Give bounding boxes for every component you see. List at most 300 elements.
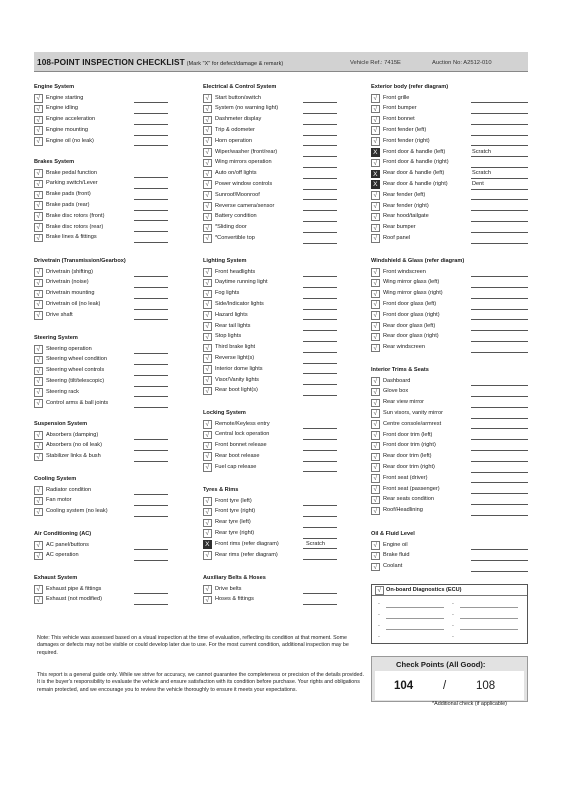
item-label: Auto on/off lights <box>215 170 257 177</box>
checklist-row <box>34 496 168 507</box>
remark-text: Dent <box>472 180 484 187</box>
obd-box <box>371 584 528 644</box>
checklist-row <box>34 168 168 179</box>
remark-line <box>303 243 337 244</box>
item-label: Power window controls <box>215 180 273 187</box>
item-label: Third brake light <box>215 344 256 351</box>
checklist-row <box>371 462 528 473</box>
item-label: *Sliding door <box>215 224 247 231</box>
status-checkbox[interactable]: √ <box>203 148 212 157</box>
section-title-drivetrain-transmission-gearbox: Drivetrain (Transmission/Gearbox) <box>34 258 126 264</box>
status-checkbox[interactable]: √ <box>203 105 212 114</box>
status-checkbox[interactable]: √ <box>203 596 212 605</box>
checklist-row <box>203 147 337 158</box>
checklist-row <box>34 233 168 244</box>
checklist-row <box>203 353 337 364</box>
status-checkbox[interactable]: √ <box>203 180 212 189</box>
item-label: Front seat (passenger) <box>383 485 440 492</box>
status-checkbox[interactable]: √ <box>34 552 43 561</box>
status-checkbox[interactable]: √ <box>371 442 380 451</box>
checklist-row <box>371 441 528 452</box>
checklist-row <box>203 179 337 190</box>
status-checkbox[interactable]: √ <box>371 94 380 103</box>
checklist-row <box>203 528 337 539</box>
checklist-row <box>371 408 528 419</box>
item-label: Exhaust (not modified) <box>46 596 102 603</box>
item-label: Drivetrain (shifting) <box>46 268 93 275</box>
status-checkbox[interactable]: √ <box>203 234 212 243</box>
status-checkbox[interactable]: √ <box>203 311 212 320</box>
status-checkbox[interactable]: √ <box>371 541 380 550</box>
status-checkbox[interactable]: √ <box>34 212 43 221</box>
checklist-row <box>371 201 528 212</box>
status-checkbox[interactable]: √ <box>371 126 380 135</box>
status-checkbox[interactable]: √ <box>203 452 212 461</box>
item-label: Dashmeter display <box>215 116 262 123</box>
status-checkbox[interactable]: √ <box>34 279 43 288</box>
checklist-row <box>371 343 528 354</box>
checklist-row <box>34 289 168 300</box>
checklist-row <box>203 518 337 529</box>
status-checkbox[interactable]: √ <box>203 508 212 517</box>
obd-entry-dash: - <box>452 623 454 629</box>
remark-line <box>471 515 528 516</box>
section-title-locking-system: Locking System <box>203 410 246 416</box>
status-checkbox[interactable]: √ <box>34 508 43 517</box>
status-checkbox[interactable]: √ <box>203 497 212 506</box>
status-checkbox[interactable]: √ <box>34 377 43 386</box>
status-checkbox[interactable]: √ <box>34 596 43 605</box>
item-label: Front seat (driver) <box>383 474 428 481</box>
item-label: Rear tail lights <box>215 322 251 329</box>
status-checkbox[interactable]: √ <box>203 365 212 374</box>
item-label: Steering (tilt/telescopic) <box>46 377 105 384</box>
item-label: Rear door & handle (left) <box>383 170 445 177</box>
obd-line <box>386 618 444 619</box>
status-checkbox[interactable]: √ <box>203 442 212 451</box>
section-title-electrical-control-system: Electrical & Control System <box>203 84 277 90</box>
checklist-row <box>34 190 168 201</box>
checklist-row <box>203 386 337 397</box>
remark-line <box>471 352 528 353</box>
status-checkbox[interactable]: √ <box>34 234 43 243</box>
checklist-row <box>371 267 528 278</box>
status-checkbox[interactable]: √ <box>34 126 43 135</box>
remark-line <box>134 516 168 517</box>
section-title-steering-system: Steering System <box>34 335 78 341</box>
remark-line <box>471 571 528 572</box>
status-checkbox[interactable]: √ <box>34 137 43 146</box>
item-label: Rear door glass (right) <box>383 333 439 340</box>
status-checkbox[interactable]: √ <box>371 496 380 505</box>
checklist-row <box>203 158 337 169</box>
checklist-row <box>34 355 168 366</box>
item-label: Wing mirror glass (right) <box>383 290 443 297</box>
status-checkbox[interactable]: √ <box>371 463 380 472</box>
checklist-row <box>371 147 528 158</box>
checklist-row <box>371 212 528 223</box>
section-title-interior-trims-seats: Interior Trims & Seats <box>371 367 429 373</box>
item-label: Front door trim (right) <box>383 442 436 449</box>
status-checkbox[interactable]: √ <box>203 420 212 429</box>
status-checkbox[interactable]: √ <box>371 234 380 243</box>
status-checkbox[interactable]: √ <box>371 344 380 353</box>
checklist-row <box>371 332 528 343</box>
status-checkbox[interactable]: √ <box>34 268 43 277</box>
obd-entry-dash: - <box>378 601 380 607</box>
status-checkbox[interactable]: X <box>371 170 380 179</box>
item-label: Roof/Headlining <box>383 507 423 514</box>
status-checkbox[interactable]: √ <box>203 354 212 363</box>
checklist-row <box>203 299 337 310</box>
status-checkbox[interactable]: √ <box>371 268 380 277</box>
status-checkbox[interactable]: √ <box>371 300 380 309</box>
status-checkbox[interactable]: √ <box>34 105 43 114</box>
remark-line <box>134 560 168 561</box>
checklist-row <box>203 169 337 180</box>
status-checkbox[interactable]: √ <box>371 224 380 233</box>
status-checkbox[interactable]: √ <box>34 453 43 462</box>
status-checkbox[interactable]: √ <box>371 474 380 483</box>
status-checkbox[interactable]: √ <box>371 431 380 440</box>
status-checkbox[interactable]: √ <box>34 300 43 309</box>
page-title: 108-POINT INSPECTION CHECKLIST (Mark "X" for defect/damage & remark) <box>37 57 284 67</box>
item-label: Hazard lights <box>215 311 248 318</box>
item-label: Battery condition <box>215 213 257 220</box>
checklist-row <box>371 299 528 310</box>
item-label: Horn operation <box>215 137 253 144</box>
status-checkbox[interactable]: √ <box>34 311 43 320</box>
checklist-row <box>203 104 337 115</box>
checklist-row <box>203 201 337 212</box>
item-label: Rear tyre (right) <box>215 529 255 536</box>
status-checkbox[interactable]: √ <box>34 388 43 397</box>
checklist-row <box>203 93 337 104</box>
status-checkbox[interactable]: √ <box>34 486 43 495</box>
checklist-row <box>371 179 528 190</box>
status-checkbox[interactable]: √ <box>34 399 43 408</box>
item-label: Front door trim (left) <box>383 431 433 438</box>
checklist-row <box>371 376 528 387</box>
item-label: Rear boot release <box>215 452 260 459</box>
status-checkbox[interactable]: √ <box>203 344 212 353</box>
item-label: Front windscreen <box>383 268 426 275</box>
status-checkbox[interactable]: √ <box>34 431 43 440</box>
item-label: Front fender (right) <box>383 137 430 144</box>
item-label: Stop lights <box>215 333 242 340</box>
status-checkbox[interactable]: √ <box>34 94 43 103</box>
status-checkbox[interactable]: √ <box>371 137 380 146</box>
status-checkbox[interactable]: X <box>203 540 212 549</box>
item-label: Rear door glass (left) <box>383 322 436 329</box>
status-checkbox[interactable]: √ <box>203 333 212 342</box>
item-label: Wing mirror glass (left) <box>383 279 440 286</box>
status-checkbox[interactable]: X <box>371 180 380 189</box>
obd-entry-dash: - <box>378 634 380 640</box>
item-label: Visor/Vanity lights <box>215 376 259 383</box>
status-checkbox[interactable]: √ <box>203 585 212 594</box>
checklist-row <box>34 222 168 233</box>
checklist-row <box>34 125 168 136</box>
checklist-row <box>203 451 337 462</box>
checklist-row <box>371 93 528 104</box>
status-checkbox[interactable]: √ <box>34 442 43 451</box>
checklist-row <box>203 212 337 223</box>
status-checkbox[interactable]: √ <box>371 213 380 222</box>
remark-line <box>134 407 168 408</box>
item-label: Dashboard <box>383 377 411 384</box>
checklist-row <box>203 441 337 452</box>
item-label: Brake disc rotors (front) <box>46 212 105 219</box>
item-label: Front fender (left) <box>383 126 427 133</box>
section-title-oil-fluid-level: Oil & Fluid Level <box>371 531 415 537</box>
remark-line <box>303 559 337 560</box>
item-label: Engine oil <box>383 541 408 548</box>
item-label: Daytime running light <box>215 279 268 286</box>
status-checkbox[interactable]: √ <box>371 311 380 320</box>
status-checkbox[interactable]: √ <box>371 333 380 342</box>
status-checkbox[interactable]: √ <box>203 224 212 233</box>
status-checkbox[interactable]: √ <box>371 409 380 418</box>
checklist-row <box>371 419 528 430</box>
status-checkbox[interactable]: √ <box>371 290 380 299</box>
section-title-exterior-body-refer-diagram: Exterior body (refer diagram) <box>371 84 449 90</box>
checklist-row <box>203 550 337 561</box>
item-label: Rear door trim (left) <box>383 453 432 460</box>
check-points-good: 104 <box>394 680 414 692</box>
checklist-row <box>34 299 168 310</box>
item-label: Wiper/washer (front/rear) <box>215 148 278 155</box>
checklist-row <box>203 343 337 354</box>
status-checkbox[interactable]: √ <box>203 290 212 299</box>
checklist-row <box>371 398 528 409</box>
obd-entry-dash: - <box>452 612 454 618</box>
item-label: Sun visors, vanity mirror <box>383 409 443 416</box>
item-label: Rear boot light(s) <box>215 387 258 394</box>
checklist-row <box>34 104 168 115</box>
obd-line <box>386 607 444 608</box>
checklist-row <box>371 289 528 300</box>
status-checkbox[interactable]: √ <box>203 170 212 179</box>
item-label: Hoses & fittings <box>215 596 254 603</box>
item-label: Absorbers (no oil leak) <box>46 442 102 449</box>
section-title-engine-system: Engine System <box>34 84 75 90</box>
checklist-row <box>203 364 337 375</box>
remark-line <box>134 461 168 462</box>
status-checkbox[interactable]: √ <box>203 116 212 125</box>
item-label: Absorbers (damping) <box>46 431 99 438</box>
auction-number: Auction No: A2512-010 <box>432 60 492 66</box>
status-checkbox[interactable]: √ <box>371 159 380 168</box>
status-checkbox[interactable]: √ <box>203 191 212 200</box>
obd-line <box>386 629 444 630</box>
checklist-row <box>34 93 168 104</box>
status-checkbox[interactable]: √ <box>34 345 43 354</box>
item-label: Rear windscreen <box>383 344 425 351</box>
item-label: Drivetrain (noise) <box>46 279 89 286</box>
status-checkbox[interactable]: √ <box>203 463 212 472</box>
checklist-row <box>203 462 337 473</box>
status-checkbox[interactable]: √ <box>203 279 212 288</box>
checklist-row <box>371 169 528 180</box>
item-label: Side/Indicator lights <box>215 300 264 307</box>
obd-checkbox[interactable]: √ <box>375 586 384 595</box>
status-checkbox[interactable]: √ <box>34 169 43 178</box>
status-checkbox[interactable]: √ <box>371 279 380 288</box>
item-label: Engine mounting <box>46 126 88 133</box>
checklist-row <box>203 321 337 332</box>
item-label: Rear view mirror <box>383 399 425 406</box>
checklist-row <box>371 321 528 332</box>
item-label: AC panel/buttons <box>46 541 89 548</box>
section-title-brakes-system: Brakes System <box>34 159 75 165</box>
item-label: Brake pads (front) <box>46 191 91 198</box>
vehicle-ref: Vehicle Ref.: 7415E <box>350 60 401 66</box>
status-checkbox[interactable]: √ <box>34 223 43 232</box>
checklist-row <box>371 387 528 398</box>
status-checkbox[interactable]: √ <box>371 453 380 462</box>
checklist-row <box>34 344 168 355</box>
checklist-row <box>34 278 168 289</box>
item-label: Remote/Keyless entry <box>215 420 270 427</box>
section-title-exhaust-system: Exhaust System <box>34 575 78 581</box>
obd-entry-dash: - <box>452 601 454 607</box>
status-checkbox[interactable]: √ <box>371 105 380 114</box>
status-checkbox[interactable]: √ <box>371 202 380 211</box>
checklist-row <box>203 507 337 518</box>
status-checkbox[interactable]: √ <box>203 137 212 146</box>
status-checkbox[interactable]: √ <box>34 201 43 210</box>
item-label: Rear hood/tailgate <box>383 213 429 220</box>
status-checkbox[interactable]: √ <box>371 420 380 429</box>
checklist-row <box>203 136 337 147</box>
status-checkbox[interactable]: √ <box>203 431 212 440</box>
status-checkbox[interactable]: √ <box>371 388 380 397</box>
additional-check-note: *Additional check (if applicable) <box>432 701 507 707</box>
status-checkbox[interactable]: √ <box>203 94 212 103</box>
status-checkbox[interactable]: √ <box>34 585 43 594</box>
status-checkbox[interactable]: √ <box>203 551 212 560</box>
status-checkbox[interactable]: √ <box>203 159 212 168</box>
checklist-row <box>34 551 168 562</box>
item-label: Rear tyre (left) <box>215 519 251 526</box>
status-checkbox[interactable]: √ <box>34 191 43 200</box>
item-label: Centre console/armrest <box>383 420 442 427</box>
status-checkbox[interactable]: √ <box>371 191 380 200</box>
status-checkbox[interactable]: √ <box>203 300 212 309</box>
status-checkbox[interactable]: √ <box>203 519 212 528</box>
status-checkbox[interactable]: √ <box>34 367 43 376</box>
item-label: Start button/switch <box>215 94 262 101</box>
checklist-row <box>203 595 337 606</box>
status-checkbox[interactable]: √ <box>203 126 212 135</box>
status-checkbox[interactable]: √ <box>203 529 212 538</box>
item-label: Front bumper <box>383 105 417 112</box>
item-label: AC operation <box>46 552 79 559</box>
checklist-row <box>371 473 528 484</box>
status-checkbox[interactable]: √ <box>34 356 43 365</box>
item-label: Rear bumper <box>383 224 416 231</box>
status-checkbox[interactable]: √ <box>371 507 380 516</box>
status-checkbox[interactable]: X <box>371 148 380 157</box>
item-label: Front door glass (right) <box>383 311 440 318</box>
item-label: Brake disc rotors (rear) <box>46 223 104 230</box>
status-checkbox[interactable]: √ <box>203 268 212 277</box>
checklist-row <box>34 485 168 496</box>
item-label: Brake pads (rear) <box>46 201 90 208</box>
checklist-row <box>34 452 168 463</box>
status-checkbox[interactable]: √ <box>34 290 43 299</box>
remark-line <box>303 471 337 472</box>
checklist-row <box>34 200 168 211</box>
status-checkbox[interactable]: √ <box>371 116 380 125</box>
status-checkbox[interactable]: √ <box>371 485 380 494</box>
status-checkbox[interactable]: √ <box>371 552 380 561</box>
item-label: Steering operation <box>46 345 92 352</box>
item-label: Coolant <box>383 563 403 570</box>
status-checkbox[interactable]: √ <box>34 116 43 125</box>
status-checkbox[interactable]: √ <box>203 387 212 396</box>
item-label: Front door glass (left) <box>383 300 437 307</box>
item-label: Brake fluid <box>383 552 410 559</box>
remark-line <box>134 145 168 146</box>
checklist-row <box>34 267 168 278</box>
status-checkbox[interactable]: √ <box>371 399 380 408</box>
remark-line <box>134 242 168 243</box>
section-title-suspension-system: Suspension System <box>34 421 88 427</box>
item-label: Central lock operation <box>215 431 270 438</box>
status-checkbox[interactable]: √ <box>371 377 380 386</box>
checklist-row <box>203 125 337 136</box>
check-points-separator: / <box>443 680 447 692</box>
item-label: Rear seats condition <box>383 496 434 503</box>
status-checkbox[interactable]: √ <box>371 563 380 572</box>
item-label: Drive belts <box>215 585 242 592</box>
item-label: Interior dome lights <box>215 365 263 372</box>
obd-label: On-board Diagnostics (ECU) <box>386 587 462 593</box>
section-title-lighting-system: Lighting System <box>203 258 247 264</box>
status-checkbox[interactable]: √ <box>203 202 212 211</box>
obd-line <box>460 618 518 619</box>
sheet-header <box>34 52 528 72</box>
status-checkbox[interactable]: √ <box>34 497 43 506</box>
assessment-note: Note: This vehicle was assessed based on a visual inspection at the time of evaluation, reflecting its condition at that moment. Some damages or defects may not be visible or could develop later due to use. For the most current condition, additional inspection may be required. <box>37 635 349 656</box>
item-label: Reverse light(s) <box>215 354 255 361</box>
checklist-row <box>371 540 528 551</box>
checklist-row <box>371 115 528 126</box>
item-label: Front bonnet <box>383 116 415 123</box>
checklist-row <box>203 430 337 441</box>
checklist-row <box>34 211 168 222</box>
remark-text: Scratch <box>472 148 491 155</box>
status-checkbox[interactable]: √ <box>203 322 212 331</box>
status-checkbox[interactable]: √ <box>34 180 43 189</box>
remark-line <box>303 395 337 396</box>
remark-line <box>471 243 528 244</box>
item-label: Brake lines & fittings <box>46 234 97 241</box>
checklist-row <box>34 507 168 518</box>
status-checkbox[interactable]: √ <box>34 541 43 550</box>
status-checkbox[interactable]: √ <box>371 322 380 331</box>
status-checkbox[interactable]: √ <box>203 376 212 385</box>
checklist-row <box>34 310 168 321</box>
item-label: Glove box <box>383 388 409 395</box>
status-checkbox[interactable]: √ <box>203 213 212 222</box>
remark-line <box>134 604 168 605</box>
item-label: Fan motor <box>46 497 72 504</box>
item-label: Front bonnet release <box>215 442 267 449</box>
checklist-row <box>34 179 168 190</box>
